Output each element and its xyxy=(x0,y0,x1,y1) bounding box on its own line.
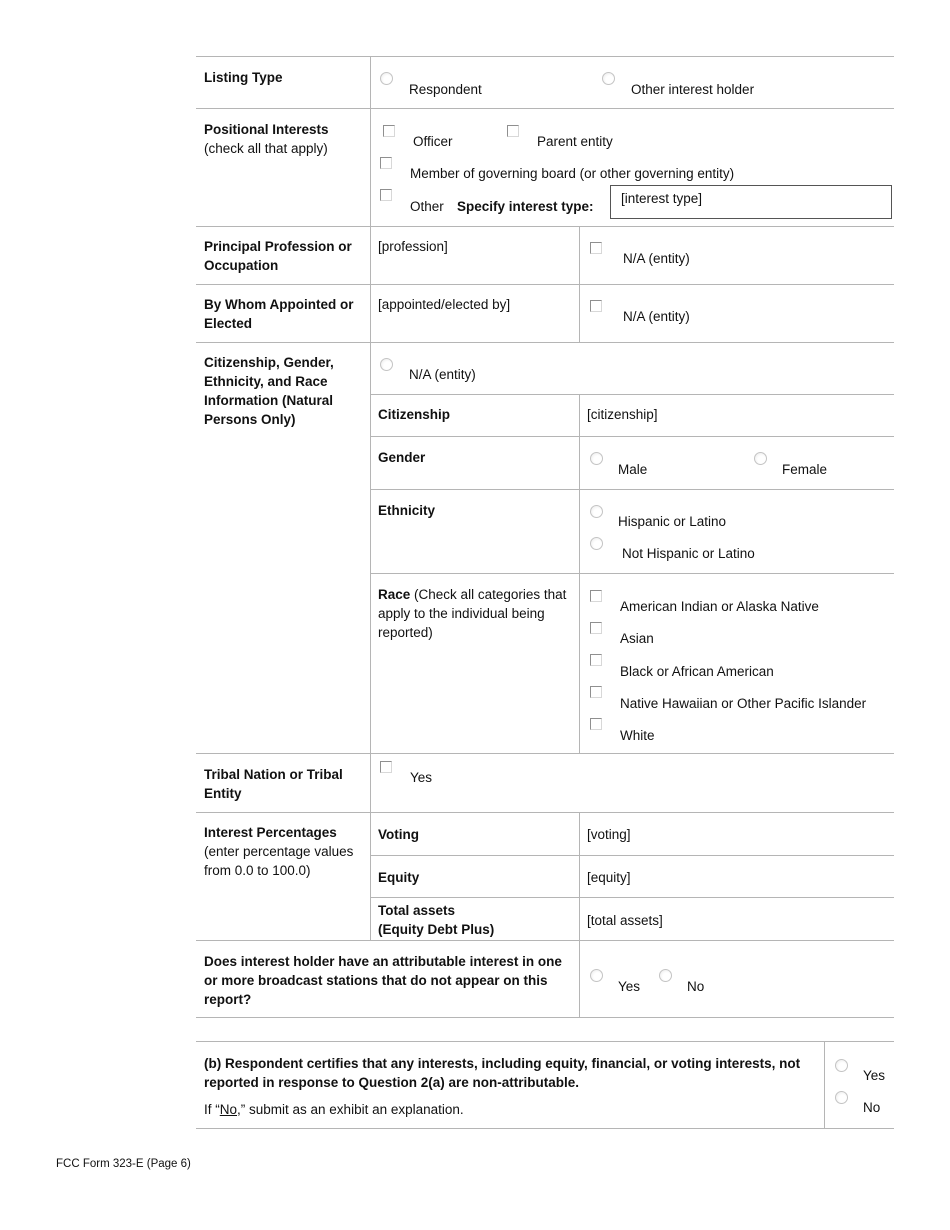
certification-text: (b) Respondent certifies that any interests, including equity, financial, or voting interests, not reported in response to Question 2(a) are non-attributable. xyxy=(204,1056,801,1090)
listing-type-label: Listing Type xyxy=(204,70,283,85)
member-board-label: Member of governing board (or other governing entity) xyxy=(410,166,735,181)
attributable-no-label: No xyxy=(687,979,705,994)
female-label: Female xyxy=(782,462,828,477)
total-assets-label: Total assets xyxy=(378,903,456,918)
race-american-indian-checkbox[interactable] xyxy=(590,590,602,602)
certification-yes-radio[interactable] xyxy=(835,1059,848,1072)
voting-field[interactable]: [voting] xyxy=(587,827,631,842)
equity-label: Equity xyxy=(378,870,420,885)
male-radio[interactable] xyxy=(590,452,603,465)
interest-percentages-label-cell xyxy=(196,823,370,880)
not-hispanic-label: Not Hispanic or Latino xyxy=(622,546,755,561)
race-hawaiian-label: Native Hawaiian or Other Pacific Islander xyxy=(620,696,867,711)
race-black-label: Black or African American xyxy=(620,664,774,679)
gender-label: Gender xyxy=(378,450,426,465)
certification-note xyxy=(196,1100,824,1119)
certification-no-radio[interactable] xyxy=(835,1091,848,1104)
tribal-yes-checkbox[interactable] xyxy=(380,761,392,773)
race-american-indian-label: American Indian or Alaska Native xyxy=(620,599,819,614)
race-asian-label: Asian xyxy=(620,631,654,646)
certification-note-no: No xyxy=(219,1102,238,1117)
positional-interests-sublabel: (check all that apply) xyxy=(204,141,328,156)
total-assets-field[interactable]: [total assets] xyxy=(587,913,663,928)
certification-yes-label: Yes xyxy=(863,1068,886,1083)
attributable-question: Does interest holder have an attributable interest in one or more broadcast stations that do not appear on this report? xyxy=(204,954,562,1007)
interest-type-field[interactable]: [interest type] xyxy=(610,185,892,219)
race-black-checkbox[interactable] xyxy=(590,654,602,666)
tribal-yes-label: Yes xyxy=(410,770,433,785)
page-footer: FCC Form 323-E (Page 6) xyxy=(56,1158,191,1170)
positional-interests-label-cell xyxy=(196,120,370,158)
voting-label: Voting xyxy=(378,827,419,842)
profession-na-label: N/A (entity) xyxy=(623,251,690,266)
race-note: (Check all categories that apply to the individual being reported) xyxy=(378,587,567,640)
parent-entity-label: Parent entity xyxy=(537,134,613,149)
parent-entity-checkbox[interactable] xyxy=(507,125,519,137)
other-interest-holder-radio[interactable] xyxy=(602,72,615,85)
citizenship-na-radio[interactable] xyxy=(380,358,393,371)
positional-interests-label: Positional Interests xyxy=(204,122,329,137)
specify-interest-type-label: Specify interest type: xyxy=(457,199,594,214)
profession-na-checkbox[interactable] xyxy=(590,242,602,254)
respondent-radio[interactable] xyxy=(380,72,393,85)
interest-percentages-label: Interest Percentages xyxy=(204,825,337,840)
total-assets-label-cell xyxy=(370,901,579,939)
attributable-no-radio[interactable] xyxy=(659,969,672,982)
principal-profession-label: Principal Profession or Occupation xyxy=(204,239,352,273)
profession-field[interactable]: [profession] xyxy=(378,239,448,254)
tribal-label: Tribal Nation or Tribal Entity xyxy=(204,767,343,801)
attributable-yes-label: Yes xyxy=(618,979,641,994)
female-radio[interactable] xyxy=(754,452,767,465)
appointed-by-label: By Whom Appointed or Elected xyxy=(204,297,354,331)
citizenship-na-label: N/A (entity) xyxy=(409,367,476,382)
equity-field[interactable]: [equity] xyxy=(587,870,631,885)
other-interest-holder-option-label: Other interest holder xyxy=(631,82,755,97)
officer-checkbox[interactable] xyxy=(383,125,395,137)
race-asian-checkbox[interactable] xyxy=(590,622,602,634)
other-interest-label: Other xyxy=(410,199,444,214)
race-label-cell xyxy=(370,585,579,642)
citizenship-field[interactable]: [citizenship] xyxy=(587,407,658,422)
certification-note-suffix: ,” submit as an exhibit an explanation. xyxy=(237,1102,464,1117)
hispanic-label: Hispanic or Latino xyxy=(618,514,727,529)
race-white-checkbox[interactable] xyxy=(590,718,602,730)
hispanic-radio[interactable] xyxy=(590,505,603,518)
member-board-checkbox[interactable] xyxy=(380,157,392,169)
appointed-na-label: N/A (entity) xyxy=(623,309,690,324)
ethnicity-label: Ethnicity xyxy=(378,503,436,518)
respondent-option-label: Respondent xyxy=(409,82,482,97)
interest-percentages-sublabel: (enter percentage values from 0.0 to 100.0) xyxy=(204,844,354,878)
race-label: Race xyxy=(378,587,411,602)
other-interest-checkbox[interactable] xyxy=(380,189,392,201)
certification-note-prefix: If “ xyxy=(204,1102,220,1117)
total-assets-sublabel: (Equity Debt Plus) xyxy=(378,922,495,937)
race-hawaiian-checkbox[interactable] xyxy=(590,686,602,698)
certification-no-label: No xyxy=(863,1100,881,1115)
not-hispanic-radio[interactable] xyxy=(590,537,603,550)
officer-label: Officer xyxy=(413,134,453,149)
attributable-yes-radio[interactable] xyxy=(590,969,603,982)
citizenship-section-label: Citizenship, Gender, Ethnicity, and Race Information (Natural Persons Only) xyxy=(204,355,334,427)
race-white-label: White xyxy=(620,728,655,743)
male-label: Male xyxy=(618,462,648,477)
citizenship-label: Citizenship xyxy=(378,407,451,422)
appointed-by-field[interactable]: [appointed/elected by] xyxy=(378,297,511,312)
appointed-na-checkbox[interactable] xyxy=(590,300,602,312)
